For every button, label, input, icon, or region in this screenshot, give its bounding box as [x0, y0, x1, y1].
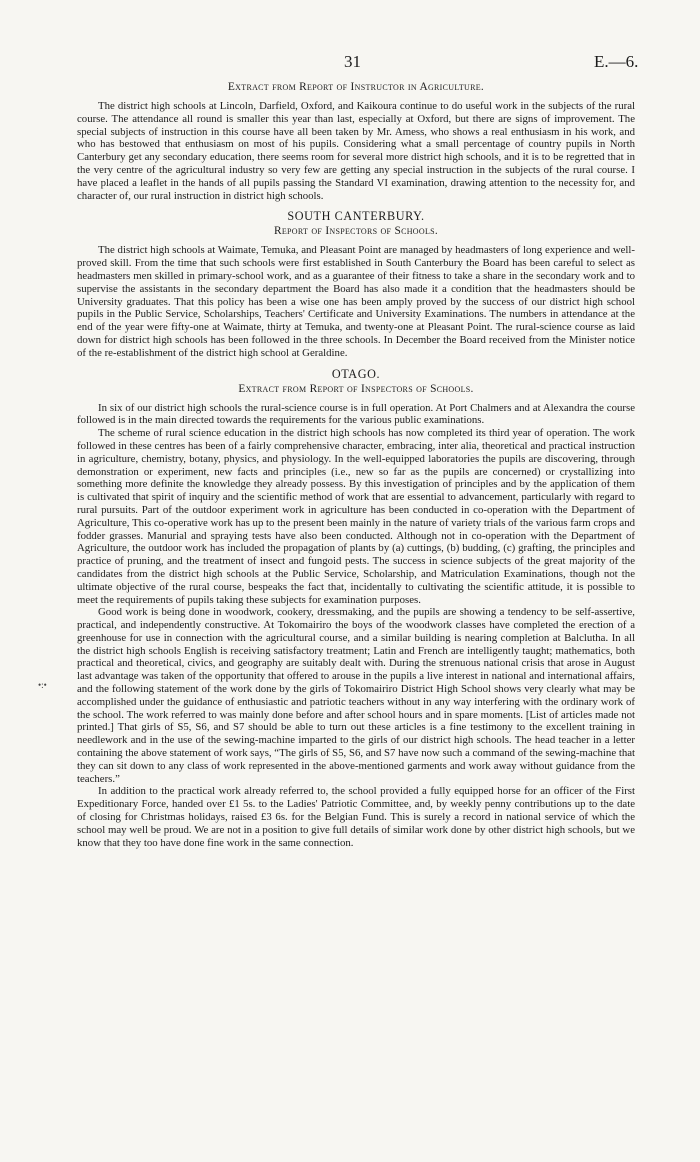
page-number: 31 [344, 52, 361, 71]
paragraph-north-canterbury: The district high schools at Lincoln, Darfield, Oxford, and Kaikoura continue to do useful work in the subjects of the rural course. The attendance all round is smaller this year than last, especially at Oxford, but there are signs of improvement. The special subjects of instruction in this course have all been taken by Mr. Amess, who shows a real enthusiasm in his work, and who has bestowed that enthusiasm on most of his pupils. Considering what a small percentage of country pupils in North Canterbury get any secondary education, there seems room for several more district high schools, and it is to be regretted that in the very centre of the agricultural industry so very few are getting any special instruction in the subjects of the rural course. I have placed a leaflet in the hands of all pupils passing the Standard VI examination, drawing attention to the necessity for, and character of, our rural instruction in district high schools. [77, 100, 635, 202]
paragraph-woodwork-cookery: Good work is being done in woodwork, cookery, dressmaking, and the pupils are showing a tendency to be self-assertive, practical, and independently constructive. At Tokomairiro the boys of the woodwork classes have completed the erection of a greenhouse for use in connection with the agricultural course, and a similar building is nearing completion at Balclutha. In all the district high schools English is receiving satisfactory treatment; Latin and French are intelligently taught; mathematics, both practical and theoretical, civics, and geography are suitably dealt with. During the strenuous national crisis that arose in August last advantage was taken of the opportunity that offered to arouse in the pupils a live interest in national and international affairs, and the following statement of the work done by the girls of Tokomairiro District High School shows very clearly what may be accomplished under the guidance of enthusiastic and patriotic teachers without in any way interfering with the ordinary work of the school. The work referred to was mainly done before and after school hours and in spare moments. [List of articles made not printed.] That girls of S5, S6, and S7 should be able to turn out these articles is a fine testimony to the excellent training in needlework and in the use of the sewing-machine imparted to the girls of our district high schools. The head teacher in a letter containing the above statement of work says, “The girls of S5, S6, and S7 have now such a command of the sewing-machine that they can sit down to any class of work represented in the above-mentioned garments and work away without guidance from the teachers.” [77, 606, 636, 785]
paragraph-otago-intro: In six of our district high schools the rural-science course is in full operation. At Port Chalmers and at Alexandra the course followed is in the main directed towards the requirements for the various public examinations. [77, 401, 635, 427]
document-reference: E.—6. [594, 52, 639, 71]
paragraph-practical-work: In addition to the practical work already referred to, the school provided a fully equipped horse for an officer of the First Expeditionary Force, handed over £1 5s. to the Ladies' Patriotic Committee, and, by weekly penny contributions up to the date of closing for Christmas holidays, raised £3 6s. for the Belgian Fund. This is surely a record in national service of which the school may well be proud. We are not in a position to give full details of similar work done by other district high schools, but we know that they too have done fine work in the same connection. [77, 785, 635, 849]
page-header [0, 52, 700, 76]
page-body [77, 80, 635, 849]
paragraph-south-canterbury: The district high schools at Waimate, Temuka, and Pleasant Point are managed by headmasters of long experience and well-proved skill. From the time that such schools were first established in South Canterbury the Board has been careful to select as headmasters men skilled in primary-school work, and as a guarantee of their fitness to take a share in the secondary work and to supervise the assistants in the secondary department the Board has also made it a condition that the headmasters should be University graduates. That this policy has been a wise one has been amply proved by the success of our district high school pupils in the Public Service, Scholarships, Teachers' Certificate and University Examinations. The numbers in attendance at the end of the year were fifty-one at Waimate, thirty at Temuka, and twenty-one at Pleasant Point. The rural-science course as laid down for district high schools has been followed in the three schools. In December the Board received from the Minister notice of the re-establishment of the district high school at Geraldine. [77, 244, 635, 359]
paragraph-rural-science-scheme: The scheme of rural science education in the district high schools has now completed its third year of operation. The work followed in these centres has been of a fairly comprehensive character, embracing, inter alia, theoretical and practical instruction in agriculture, chemistry, botany, physics, and physiology. In the well-equipped laboratories the pupils are discovering, through demonstration or experiment, new facts and principles (i.e., new so far as the pupils are concerned) or crystallizing into something more definite the knowledge they already possess. By this investigation of principles and by the application of them is cultivated that spirit of inquiry and the scientific method of work that are essential to advancement, particularly with regard to rural pursuits. Part of the outdoor experiment work in agriculture has been conducted in co-operation with the Department of Agriculture, This co-operative work has up to the present been mainly in the nature of variety trials of the various farm crops and fodder grasses. Manurial and spraying tests have also been conducted. Although not in co-operation with the Department of Agriculture, the outdoor work has included the propagation of plants by (a) cuttings, (b) budding, (c) grafting, the principles and practice of pruning, and the treatment of insect and fungoid pests. The success in science subjects of the great majority of the candidates from the district high schools at the Public Service, Scholarship, and Matriculation Examinations, though not the ultimate objective of the rural course, bespeaks the fact that, incidentally to cultivating the scientific attitude, it is possible to meet the requirements of pupils taking these subjects for examination purposes. [77, 427, 635, 606]
heading-otago: OTAGO. [331, 366, 381, 381]
heading-inspectors-south-canterbury: Report of Inspectors of Schools. [273, 225, 439, 238]
margin-mark: •:• [38, 680, 47, 690]
heading-south-canterbury: SOUTH CANTERBURY. [287, 209, 425, 224]
heading-instructor-agriculture: Extract from Report of Instructor in Agriculture. [227, 81, 485, 93]
heading-inspectors-otago: Extract from Report of Inspectors of Schools. [238, 382, 474, 395]
